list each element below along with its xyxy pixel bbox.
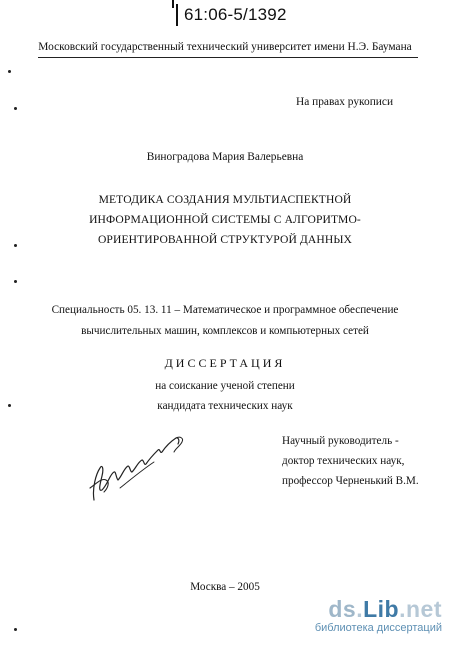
margin-dot bbox=[14, 107, 17, 110]
manuscript-rights: На правах рукописи bbox=[296, 96, 394, 108]
watermark-net: .net bbox=[399, 596, 442, 622]
watermark-ds: ds bbox=[328, 596, 357, 622]
specialty-line: вычислительных машин, комплексов и компьютерных сетей bbox=[81, 325, 369, 337]
watermark-subtitle: библиотека диссертаций bbox=[314, 622, 442, 634]
specialty-line: Специальность 05. 13. 11 – Математическое и программное обеспечение bbox=[51, 304, 399, 316]
university-name: Московский государственный технический университет имени Н.Э. Баумана bbox=[38, 41, 412, 53]
degree-info bbox=[0, 376, 450, 416]
margin-dot bbox=[14, 280, 17, 283]
degree-line: кандидата технических наук bbox=[157, 400, 293, 412]
watermark-dot: . bbox=[356, 596, 364, 622]
supervisor-line: доктор технических наук, bbox=[282, 455, 405, 467]
thesis-title-line: ИНФОРМАЦИОННОЙ СИСТЕМЫ С АЛГОРИТМО- bbox=[89, 213, 361, 226]
supervisor-line: профессор Черненький В.М. bbox=[282, 475, 419, 487]
watermark-lib: Lib bbox=[363, 596, 400, 622]
dissertation-heading: ДИССЕРТАЦИЯ bbox=[164, 356, 286, 370]
city-year: Москва – 2005 bbox=[190, 581, 260, 593]
stamp-tick bbox=[172, 0, 174, 8]
degree-line: на соискание ученой степени bbox=[155, 380, 295, 392]
watermark-brand bbox=[315, 597, 442, 621]
specialty bbox=[0, 300, 450, 342]
supervisor-line: Научный руководитель - bbox=[282, 435, 399, 447]
thesis-title-line: МЕТОДИКА СОЗДАНИЯ МУЛЬТИАСПЕКТНОЙ bbox=[98, 193, 352, 206]
watermark-logo[interactable] bbox=[315, 597, 442, 635]
header-divider bbox=[38, 57, 418, 58]
archive-stamp-code: 61:06-5/1392 bbox=[176, 4, 287, 26]
thesis-title-line: ОРИЕНТИРОВАННОЙ СТРУКТУРОЙ ДАННЫХ bbox=[97, 233, 353, 246]
handwritten-signature-icon bbox=[80, 428, 200, 508]
margin-dot bbox=[14, 628, 17, 631]
thesis-title bbox=[0, 190, 450, 250]
margin-dot bbox=[8, 70, 11, 73]
scientific-supervisor bbox=[282, 431, 419, 491]
author-name: Виноградова Мария Валерьевна bbox=[146, 151, 304, 163]
